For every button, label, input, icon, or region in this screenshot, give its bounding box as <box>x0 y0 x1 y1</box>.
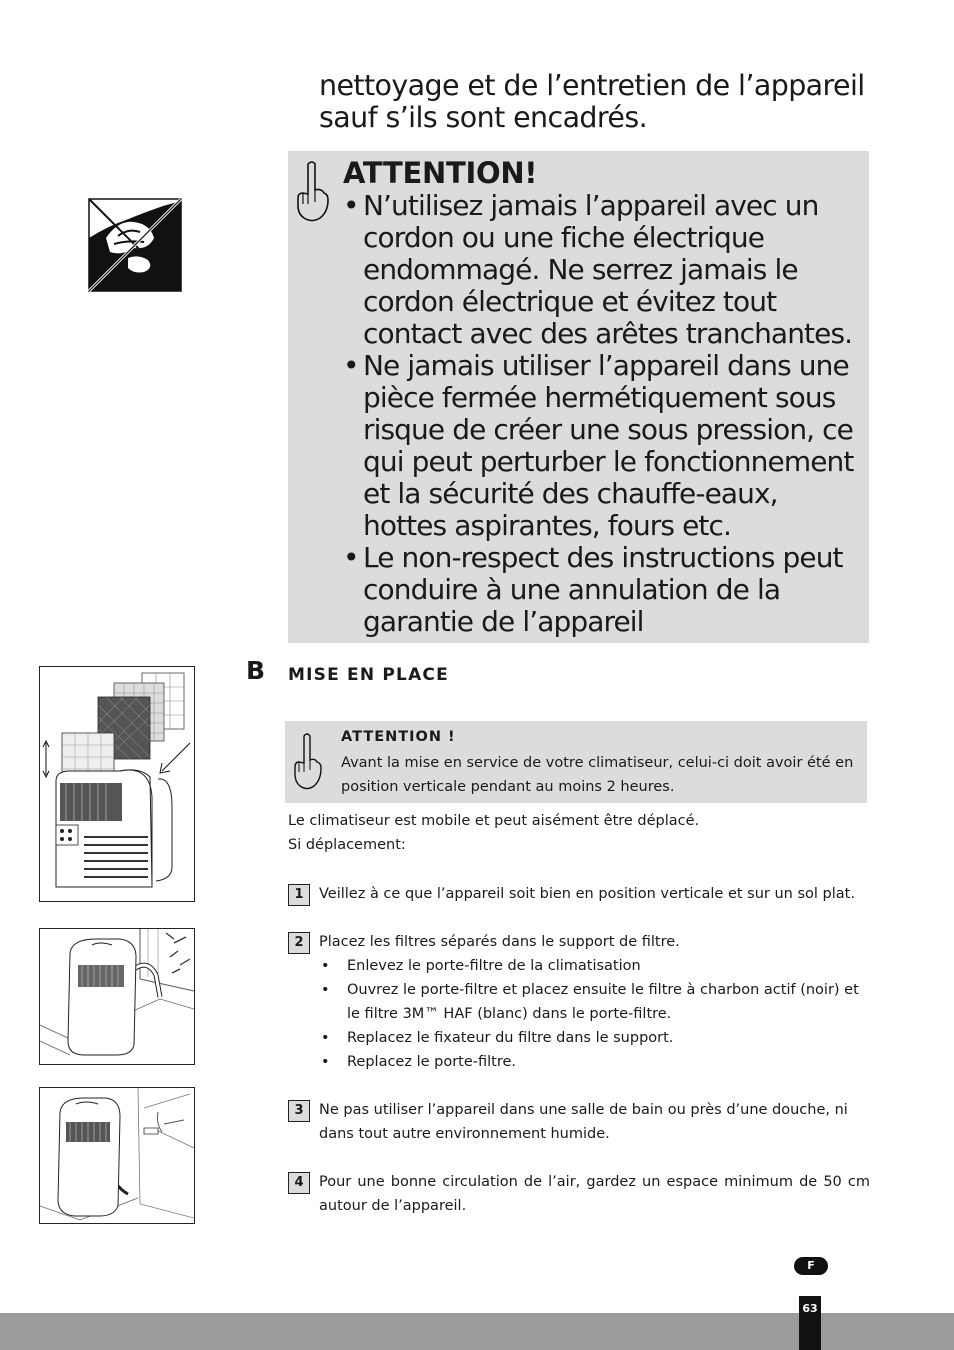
pointing-hand-icon <box>292 732 322 792</box>
page-number: 63 <box>799 1296 821 1350</box>
warning-item: • Le non-respect des instructions peut conduire à une annulation de la garantie de l’appareil <box>343 541 843 638</box>
step-text: Ne pas utiliser l’appareil dans une salle de bain ou près d’une douche, ni dans tout autre environnement humide. <box>319 1102 848 1142</box>
step-number: 2 <box>288 932 310 954</box>
step-number: 1 <box>288 884 310 906</box>
air-conditioner-window-illustration <box>39 928 195 1065</box>
filter-exploded-illustration <box>39 666 195 902</box>
step-sub-list <box>319 954 871 1074</box>
warning-item: • Ne jamais utiliser l’appareil dans une pièce fermée hermétiquement sous risque de créer une sous pression, ce qui peut perturber le fonctionnement et la sécurité des chauffe-eaux, hottes aspirantes, fours etc. <box>343 349 854 542</box>
no-squeeze-cord-pictogram <box>88 198 182 292</box>
language-badge: F <box>794 1257 828 1275</box>
attention-title: ATTENTION ! <box>341 729 456 745</box>
warning-list <box>343 190 863 638</box>
warning-item: • N’utilisez jamais l’appareil avec un cordon ou une fiche électrique endommagé. Ne serrez jamais le cordon électrique et évitez tout contact avec des arêtes tranchantes. <box>343 189 853 350</box>
list-item: • Enlevez le porte-filtre de la climatisation <box>321 958 641 974</box>
section-title: MISE EN PLACE <box>288 665 449 685</box>
list-item: • Ouvrez le porte-filtre et placez ensuite le filtre à charbon actif (noir) et le filtre 3M™ HAF (blanc) dans le porte-filtre. <box>321 982 859 1022</box>
intro-text: Le climatiseur est mobile et peut aisément être déplacé. Si déplacement: <box>288 813 700 853</box>
list-item: • Replacez le porte-filtre. <box>321 1054 517 1070</box>
section-letter: B <box>246 656 266 685</box>
continued-paragraph: nettoyage et de l’entretien de l’appareil sauf s’ils sont encadrés. <box>319 69 865 134</box>
step-text: Pour une bonne circulation de l’air, gardez un espace minimum de 50 cm autour de l’appareil. <box>319 1174 870 1214</box>
warning-title: ATTENTION! <box>343 156 538 190</box>
attention-text: Avant la mise en service de votre climatiseur, celui-ci doit avoir été en position verticale pendant au moins 2 heures. <box>341 755 854 795</box>
list-item: • Replacez le fixateur du filtre dans le support. <box>321 1030 674 1046</box>
step-number: 4 <box>288 1172 310 1194</box>
step-text: Veillez à ce que l’appareil soit bien en position verticale et sur un sol plat. <box>319 886 855 902</box>
air-conditioner-bathroom-illustration <box>39 1087 195 1224</box>
pointing-hand-icon <box>294 160 330 224</box>
step-text: Placez les filtres séparés dans le support de filtre. <box>319 934 680 950</box>
step-number: 3 <box>288 1100 310 1122</box>
